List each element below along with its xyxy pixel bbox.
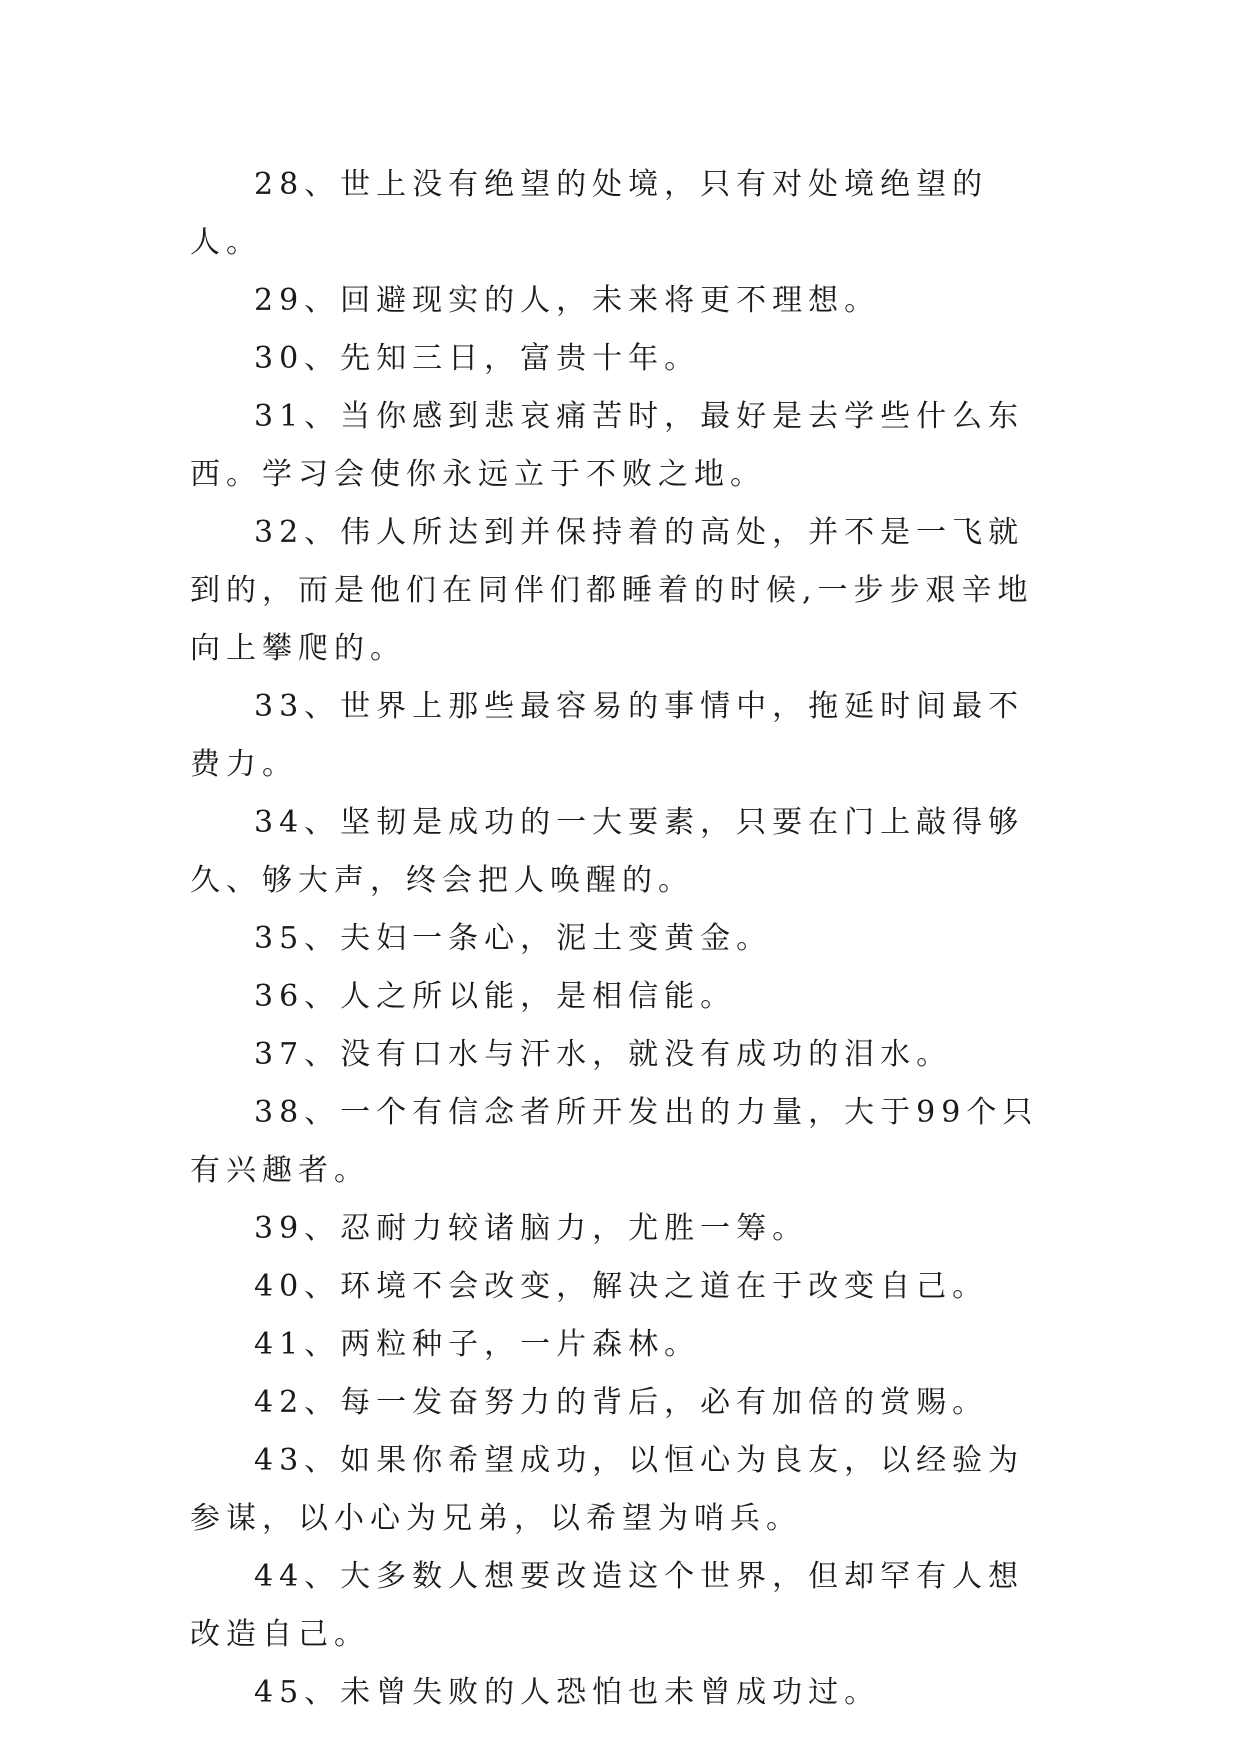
paragraph-30: 30、先知三日，富贵十年。 bbox=[254, 341, 701, 376]
paragraph-36: 36、人之所以能，是相信能。 bbox=[254, 979, 737, 1014]
paragraph-35: 35、夫妇一条心，泥土变黄金。 bbox=[254, 921, 773, 956]
paragraph-39: 39、忍耐力较诸脑力，尤胜一筹。 bbox=[254, 1211, 809, 1246]
document-body bbox=[190, 156, 1060, 1722]
paragraph-28: 28、世上没有绝望的处境，只有对处境绝望的人。 bbox=[190, 167, 989, 260]
paragraph-42: 42、每一发奋努力的背后，必有加倍的赏赐。 bbox=[254, 1385, 989, 1420]
paragraph-41: 41、两粒种子，一片森林。 bbox=[254, 1327, 701, 1362]
paragraph-29: 29、回避现实的人，未来将更不理想。 bbox=[254, 283, 881, 318]
paragraph-44: 44、大多数人想要改造这个世界，但却罕有人想改造自己。 bbox=[190, 1559, 1025, 1652]
paragraph-38: 38、一个有信念者所开发出的力量，大于99个只有兴趣者。 bbox=[190, 1095, 1039, 1188]
paragraph-37: 37、没有口水与汗水，就没有成功的泪水。 bbox=[254, 1037, 953, 1072]
paragraph-33: 33、世界上那些最容易的事情中，拖延时间最不费力。 bbox=[190, 689, 1025, 782]
paragraph-34: 34、坚韧是成功的一大要素，只要在门上敲得够久、够大声，终会把人唤醒的。 bbox=[190, 805, 1025, 898]
paragraph-32: 32、伟人所达到并保持着的高处，并不是一飞就到的，而是他们在同伴们都睡着的时候,一步步艰辛地向上攀爬的。 bbox=[190, 515, 1034, 666]
paragraph-45: 45、未曾失败的人恐怕也未曾成功过。 bbox=[254, 1675, 881, 1710]
paragraph-31: 31、当你感到悲哀痛苦时，最好是去学些什么东西。学习会使你永远立于不败之地。 bbox=[190, 399, 1025, 492]
paragraph-40: 40、环境不会改变，解决之道在于改变自己。 bbox=[254, 1269, 989, 1304]
paragraph-43: 43、如果你希望成功，以恒心为良友，以经验为参谋，以小心为兄弟，以希望为哨兵。 bbox=[190, 1443, 1025, 1536]
